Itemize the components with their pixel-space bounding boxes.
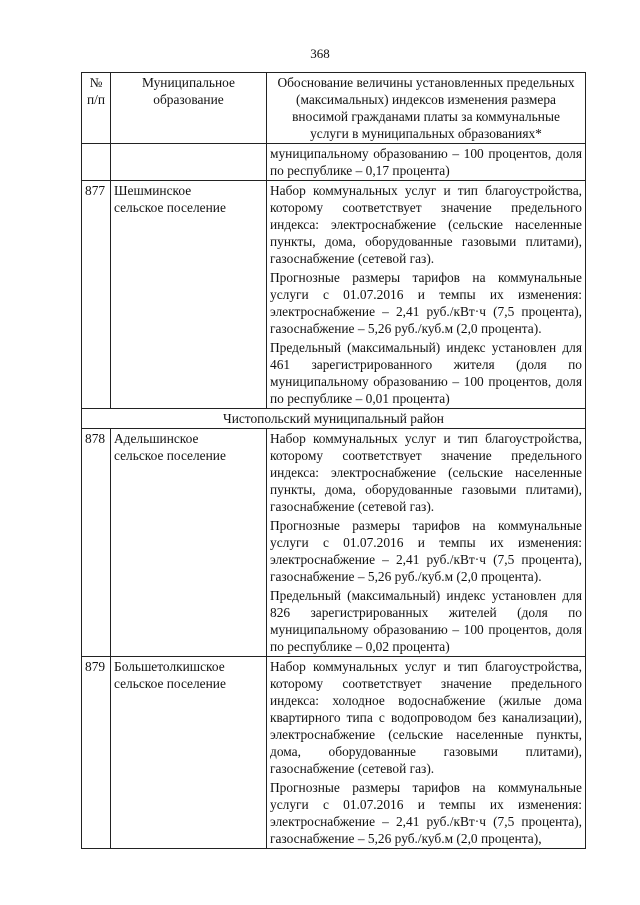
- continuation-municipality-cell: [111, 144, 267, 181]
- header-number-line: №: [89, 75, 103, 90]
- justification-paragraph: Набор коммунальных услуг и тип благоустройства, которому соответствует значение предельного индекса: электроснабжение (сельские населенные пункты, дома, оборудованные газовыми плитами), газоснабжение (сетевой газ).: [270, 183, 582, 266]
- continuation-text: муниципальному образованию – 100 процентов, доля по республике – 0,17 процента): [267, 144, 586, 181]
- municipality-name-line: Шешминское: [114, 183, 192, 198]
- justification-paragraph: Прогнозные размеры тарифов на коммунальные услуги с 01.07.2016 и темпы их изменения: электроснабжение – 2,41 руб./кВт·ч (7,5 процента), газоснабжение – 5,26 руб./куб.м (2,0 процента),: [270, 780, 582, 846]
- justification-paragraph: Набор коммунальных услуг и тип благоустройства, которому соответствует значение предельного индекса: электроснабжение (сельские населенные пункты, дома, оборудованные газовыми плитами), газоснабжение (сетевой газ).: [270, 431, 582, 514]
- page-number: 368: [310, 46, 330, 61]
- table-row: [82, 657, 586, 849]
- row-municipality: [111, 657, 267, 849]
- municipality-name-line: сельское поселение: [114, 200, 226, 215]
- header-number: [82, 73, 111, 144]
- row-justification: [267, 657, 586, 849]
- district-row: [82, 409, 586, 429]
- justification-paragraph: Предельный (максимальный) индекс установлен для 826 зарегистрированных жителей (доля по муниципальному образованию – 100 процентов, доля по республике – 0,02 процента): [270, 588, 582, 654]
- municipality-name-line: сельское поселение: [114, 448, 226, 463]
- municipality-name-line: Адельшинское: [114, 431, 199, 446]
- header-municipality: [111, 73, 267, 144]
- row-municipality: [111, 429, 267, 657]
- header-justification-line: Обоснование величины установленных предельных: [277, 75, 575, 90]
- justification-paragraph: Прогнозные размеры тарифов на коммунальные услуги с 01.07.2016 и темпы их изменения: электроснабжение – 2,41 руб./кВт·ч (7,5 процента), газоснабжение – 5,26 руб./куб.м (2,0 процента).: [270, 270, 582, 336]
- justification-paragraph: Набор коммунальных услуг и тип благоустройства, которому соответствует значение предельного индекса: холодное водоснабжение (жилые дома квартирного типа с водопроводом без канализации), электроснабжение (сельские населенные пункты, дома, оборудованные газовыми плитами), газоснабжение (сетевой газ).: [270, 659, 582, 776]
- header-municipality-line: образование: [153, 92, 224, 107]
- continuation-row: [82, 144, 586, 181]
- justification-paragraph: Предельный (максимальный) индекс установлен для 461 зарегистрированного жителя (доля по муниципальному образованию – 100 процентов, доля по республике – 0,01 процента): [270, 340, 582, 406]
- table-row: [82, 181, 586, 409]
- table-row: [82, 429, 586, 657]
- row-number: 879: [82, 657, 111, 849]
- row-number: 878: [82, 429, 111, 657]
- justification-paragraph: Прогнозные размеры тарифов на коммунальные услуги с 01.07.2016 и темпы их изменения: электроснабжение – 2,41 руб./кВт·ч (7,5 процента), газоснабжение – 5,26 руб./куб.м (2,0 процента).: [270, 518, 582, 584]
- row-justification: [267, 429, 586, 657]
- header-justification-line: вносимой гражданами платы за коммунальные: [292, 109, 560, 124]
- header-justification-line: услуги в муниципальных образованиях*: [310, 126, 542, 141]
- header-number-line: п/п: [86, 92, 106, 107]
- row-municipality: [111, 181, 267, 409]
- table-header-row: [82, 73, 586, 144]
- row-number: 877: [82, 181, 111, 409]
- municipality-name-line: Большетолкишское: [114, 659, 225, 674]
- indices-table: [81, 72, 586, 849]
- row-justification: [267, 181, 586, 409]
- district-heading: Чистопольский муниципальный район: [82, 409, 586, 429]
- header-justification: [267, 73, 586, 144]
- header-justification-line: (максимальных) индексов изменения размера: [296, 92, 556, 107]
- municipality-name-line: сельское поселение: [114, 676, 226, 691]
- header-municipality-line: Муниципальное: [142, 75, 235, 90]
- continuation-number-cell: [82, 144, 111, 181]
